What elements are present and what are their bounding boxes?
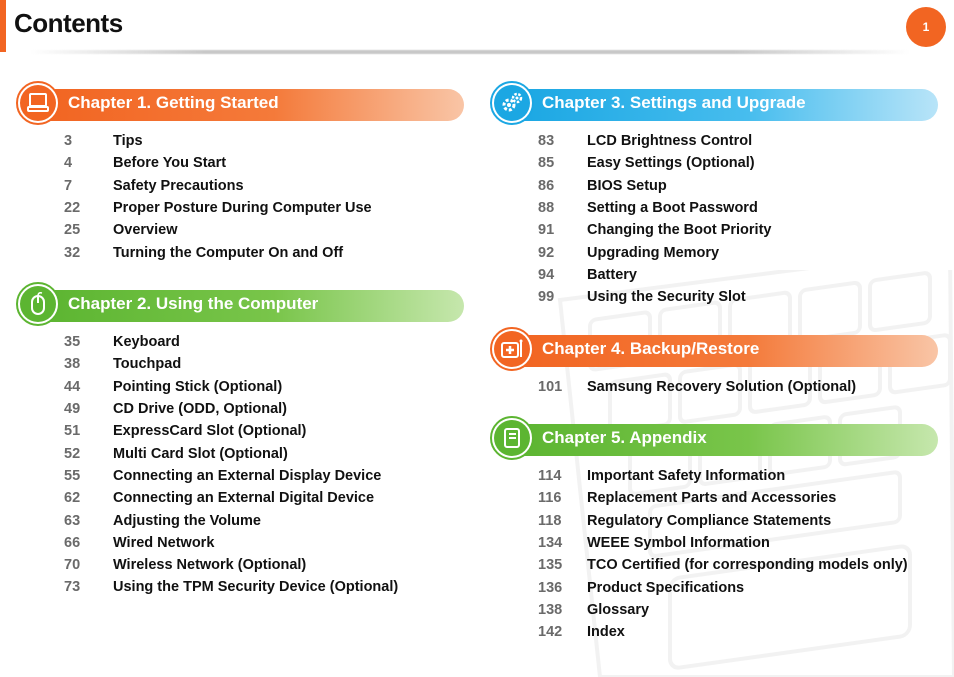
toc-entry[interactable] xyxy=(64,487,398,509)
toc-entry[interactable] xyxy=(64,175,372,197)
toc-label: CD Drive (ODD, Optional) xyxy=(113,401,288,418)
chapter-4-icon-badge xyxy=(490,327,534,371)
toc-page: 22 xyxy=(64,200,81,217)
toc-entry[interactable] xyxy=(64,576,398,598)
toc-page: 92 xyxy=(538,244,555,261)
toc-page: 63 xyxy=(64,512,81,529)
toc-label: Connecting an External Display Device xyxy=(113,467,382,484)
toc-page: 135 xyxy=(538,557,563,574)
toc-page: 94 xyxy=(538,266,555,283)
toc-entry[interactable] xyxy=(538,554,908,576)
toc-label: Wired Network xyxy=(113,534,215,551)
toc-entry[interactable] xyxy=(538,197,771,219)
toc-label: Important Safety Information xyxy=(587,468,786,485)
toc-page: 70 xyxy=(64,557,81,574)
toc-entry[interactable] xyxy=(64,376,398,398)
toc-entry[interactable] xyxy=(64,130,372,152)
toc-entry[interactable] xyxy=(64,442,398,464)
toc-label: Changing the Boot Priority xyxy=(587,222,772,239)
toc-page: 4 xyxy=(64,155,73,172)
header-accent-bar xyxy=(0,0,6,52)
toc-page: 136 xyxy=(538,579,563,596)
chapter-3-title: Chapter 3. Settings and Upgrade xyxy=(542,93,806,112)
header-divider xyxy=(30,50,910,54)
toc-label: Keyboard xyxy=(113,334,180,351)
toc-label: Battery xyxy=(587,266,637,283)
toc-page: 52 xyxy=(64,445,81,462)
toc-page: 83 xyxy=(538,133,555,150)
toc-page: 66 xyxy=(64,534,81,551)
toc-page: 44 xyxy=(64,378,81,395)
toc-label: Pointing Stick (Optional) xyxy=(113,378,283,395)
toc-label: Using the Security Slot xyxy=(587,289,746,306)
toc-page: 101 xyxy=(538,379,563,396)
toc-label: Adjusting the Volume xyxy=(113,512,261,529)
toc-label: Setting a Boot Password xyxy=(587,200,758,217)
chapter-4-header[interactable] xyxy=(490,327,938,375)
toc-entry[interactable] xyxy=(64,509,398,531)
toc-entry[interactable] xyxy=(538,264,771,286)
chapter-5-list xyxy=(538,465,908,643)
toc-entry[interactable] xyxy=(538,286,771,308)
toc-page: 85 xyxy=(538,155,555,172)
chapter-2-icon-badge xyxy=(16,282,60,326)
toc-label: Overview xyxy=(113,222,178,239)
chapter-1-title: Chapter 1. Getting Started xyxy=(68,93,279,112)
toc-label: Index xyxy=(587,624,625,641)
chapter-1-icon-badge xyxy=(16,81,60,125)
toc-entry[interactable] xyxy=(538,576,908,598)
toc-label: Connecting an External Digital Device xyxy=(113,490,375,507)
toc-entry[interactable] xyxy=(64,197,372,219)
toc-label: Samsung Recovery Solution (Optional) xyxy=(587,379,857,396)
toc-entry[interactable] xyxy=(64,554,398,576)
toc-entry[interactable] xyxy=(538,219,771,241)
toc-page: 3 xyxy=(64,133,73,150)
page-title: Contents xyxy=(14,8,123,38)
chapter-1-list xyxy=(64,130,372,264)
toc-entry[interactable] xyxy=(64,353,398,375)
toc-entry[interactable] xyxy=(538,130,771,152)
toc-entry[interactable] xyxy=(538,621,908,643)
toc-entry[interactable] xyxy=(64,219,372,241)
toc-entry[interactable] xyxy=(538,465,908,487)
toc-label: TCO Certified (for corresponding models only) xyxy=(587,557,908,574)
toc-page: 114 xyxy=(538,468,562,485)
toc-page: 134 xyxy=(538,535,563,552)
toc-entry[interactable] xyxy=(538,175,771,197)
toc-entry[interactable] xyxy=(538,599,908,621)
toc-page: 38 xyxy=(64,356,81,373)
toc-page: 88 xyxy=(538,200,555,217)
toc-page: 32 xyxy=(64,244,81,261)
toc-page: 7 xyxy=(64,177,73,194)
toc-entry[interactable] xyxy=(538,241,771,263)
toc-page: 86 xyxy=(538,177,555,194)
toc-entry[interactable] xyxy=(538,510,908,532)
toc-label: Wireless Network (Optional) xyxy=(113,557,307,574)
toc-page: 25 xyxy=(64,222,81,239)
toc-label: Multi Card Slot (Optional) xyxy=(113,445,288,462)
toc-entry[interactable] xyxy=(538,152,771,174)
toc-entry[interactable] xyxy=(64,331,398,353)
chapter-2-list xyxy=(64,331,398,599)
toc-label: Product Specifications xyxy=(587,579,745,596)
toc-entry[interactable] xyxy=(64,152,372,174)
toc-page: 73 xyxy=(64,579,81,596)
first-aid-kit-icon xyxy=(500,337,524,361)
toc-label: Touchpad xyxy=(113,356,182,373)
chapter-5-title: Chapter 5. Appendix xyxy=(542,428,707,447)
toc-page: 51 xyxy=(64,423,81,440)
toc-page: 118 xyxy=(538,512,562,529)
gears-icon xyxy=(500,91,524,115)
toc-entry[interactable] xyxy=(64,398,398,420)
toc-entry[interactable] xyxy=(64,465,398,487)
toc-page: 91 xyxy=(538,222,555,239)
toc-page: 138 xyxy=(538,601,563,618)
toc-label: Regulatory Compliance Statements xyxy=(587,512,832,529)
toc-entry[interactable] xyxy=(64,420,398,442)
toc-label: Easy Settings (Optional) xyxy=(587,155,755,172)
toc-page: 55 xyxy=(64,467,81,484)
toc-page: 35 xyxy=(64,334,81,351)
toc-page: 49 xyxy=(64,401,81,418)
toc-label: WEEE Symbol Information xyxy=(587,535,770,552)
toc-page: 142 xyxy=(538,624,563,641)
toc-label: Before You Start xyxy=(113,155,227,172)
toc-label: Safety Precautions xyxy=(113,177,244,194)
toc-entry[interactable] xyxy=(64,241,372,263)
toc-entry[interactable] xyxy=(64,532,398,554)
toc-label: LCD Brightness Control xyxy=(587,133,753,150)
toc-page: 62 xyxy=(64,490,81,507)
toc-page: 99 xyxy=(538,289,555,306)
chapter-1-header[interactable] xyxy=(16,81,464,129)
chapter-3-icon-badge xyxy=(490,81,534,125)
toc-label: Proper Posture During Computer Use xyxy=(113,200,372,217)
toc-label: Using the TPM Security Device (Optional) xyxy=(113,579,399,596)
toc-entry[interactable] xyxy=(538,532,908,554)
laptop-icon xyxy=(27,92,49,114)
toc-label: Turning the Computer On and Off xyxy=(113,244,344,261)
toc-entry[interactable] xyxy=(538,376,856,398)
toc-entry[interactable] xyxy=(538,487,908,509)
chapter-3-list xyxy=(538,130,771,308)
chapter-3-header[interactable] xyxy=(490,81,938,129)
toc-label: Upgrading Memory xyxy=(587,244,720,261)
chapter-4-title: Chapter 4. Backup/Restore xyxy=(542,339,760,358)
toc-label: Tips xyxy=(113,133,143,150)
page-number-badge: 1 xyxy=(906,7,946,47)
toc-label: ExpressCard Slot (Optional) xyxy=(113,423,307,440)
chapter-4-list xyxy=(538,376,856,398)
toc-page: 116 xyxy=(538,490,562,507)
chapter-5-header[interactable] xyxy=(490,416,938,464)
mouse-icon xyxy=(27,292,49,316)
book-icon xyxy=(501,426,523,450)
chapter-5-icon-badge xyxy=(490,416,534,460)
toc-label: BIOS Setup xyxy=(587,177,667,194)
chapter-2-title: Chapter 2. Using the Computer xyxy=(68,294,319,313)
chapter-2-header[interactable] xyxy=(16,282,464,330)
toc-label: Glossary xyxy=(587,601,650,618)
toc-label: Replacement Parts and Accessories xyxy=(587,490,837,507)
